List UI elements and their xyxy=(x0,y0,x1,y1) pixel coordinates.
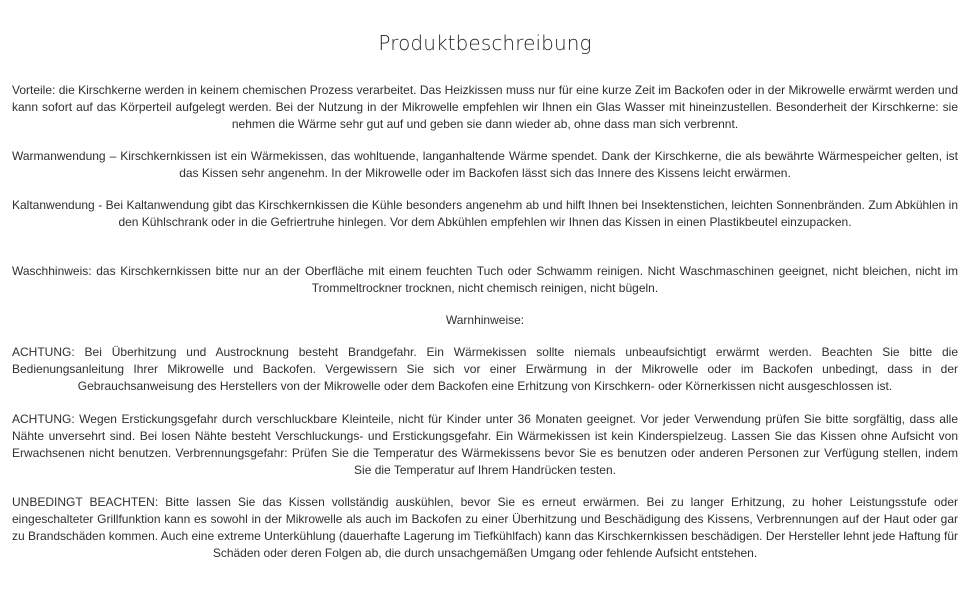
warning-heading: Warnhinweise: xyxy=(445,313,525,327)
paragraph-warning-choking: ACHTUNG: Wegen Erstickungsgefahr durch verschluckbare Kleinteile, nicht für Kinder unter 36 Monaten geeignet. Vor jeder Verwendung prüfen Sie bitte sorgfältig, dass alle Nähte unversehrt sind. Bei losen Nähte besteht Verschluckungs- und Erstickungsgefahr. Ein Wärmekissen ist kein Kinderspielzeug. Lassen Sie das Kissen ohne Aufsicht von Erwachsenen nicht benutzen. Verbrennungsgefahr: Prüfen Sie die Temperatur des Wärmekissens bevor Sie es benutzen oder anderen Personen zur Verfügung stellen, indem Sie die Temperatur auf Ihrem Handrücken testen. xyxy=(12,412,958,477)
paragraph-important-note: UNBEDINGT BEACHTEN: Bitte lassen Sie das Kissen vollständig auskühlen, bevor Sie es erneut erwärmen. Bei zu langer Erhitzung, zu hoher Leistungsstufe oder eingeschalteter Grillfunktion kann es sowohl in der Mikrowelle als auch im Backofen zu einer Überhitzung und Beschädigung des Kissens, Verbrennungen auf der Haut oder gar zu Brandschäden kommen. Auch eine extreme Unterkühlung (dauerhafte Lagerung im Tiefkühlfach) kann das Kirschkernkissen beschädigen. Der Hersteller lehnt jede Haftung für Schäden oder deren Folgen ab, die durch unsachgemäßen Umgang oder fehlende Aufsicht entstehen. xyxy=(12,495,958,560)
page-title: Produktbeschreibung xyxy=(378,31,592,56)
product-description-document xyxy=(12,0,958,600)
paragraph-warm-application: Warmanwendung – Kirschkernkissen ist ein Wärmekissen, das wohltuende, langanhaltende Wärme spendet. Dank der Kirschkerne, die als bewährte Wärmespeicher gelten, ist das Kissen sehr angenehm. In der Mikrowelle oder im Backofen lässt sich das Innere des Kissens leicht erwärmen. xyxy=(12,149,958,180)
paragraph-warning-fire: ACHTUNG: Bei Überhitzung und Austrocknung besteht Brandgefahr. Ein Wärmekissen sollte niemals unbeaufsichtigt erwärmt werden. Beachten Sie bitte die Bedienungsanleitung Ihrer Mikrowelle und Backofen. Vergewissern Sie sich vor einer Erwärmung in der Mikrowelle oder im Backofen unbedingt, dass in der Gebrauchsanweisung des Herstellers von der Mikrowelle oder dem Backofen eine Erhitzung von Kirschkern- oder Körnerkissen nicht ausgeschlossen ist. xyxy=(12,345,958,393)
paragraph-advantages: Vorteile: die Kirschkerne werden in keinem chemischen Prozess verarbeitet. Das Heizkissen muss nur für eine kurze Zeit im Backofen oder in der Mikrowelle erwärmt werden und kann sofort auf das Körperteil aufgelegt werden. Bei der Nutzung in der Mikrowelle empfehlen wir Ihnen ein Glas Wasser mit hineinzustellen. Besonderheit der Kirschkerne: sie nehmen die Wärme sehr gut auf und geben sie dann wieder ab, ohne dass man sich verbrennt. xyxy=(12,83,958,131)
paragraph-washing-note: Waschhinweis: das Kirschkernkissen bitte nur an der Oberfläche mit einem feuchten Tuch oder Schwamm reinigen. Nicht Waschmaschinen geeignet, nicht bleichen, nicht im Trommeltrockner trocknen, nicht chemisch reinigen, nicht bügeln. xyxy=(12,264,958,295)
paragraph-cold-application: Kaltanwendung - Bei Kaltanwendung gibt das Kirschkernkissen die Kühle besonders angenehm ab und hilft Ihnen bei Insektenstichen, leichten Sonnenbränden. Zum Abkühlen in den Kühlschrank oder in die Gefriertruhe hinlegen. Vor dem Abkühlen empfehlen wir Ihnen das Kissen in einen Plastikbeutel einzupacken. xyxy=(12,198,958,229)
